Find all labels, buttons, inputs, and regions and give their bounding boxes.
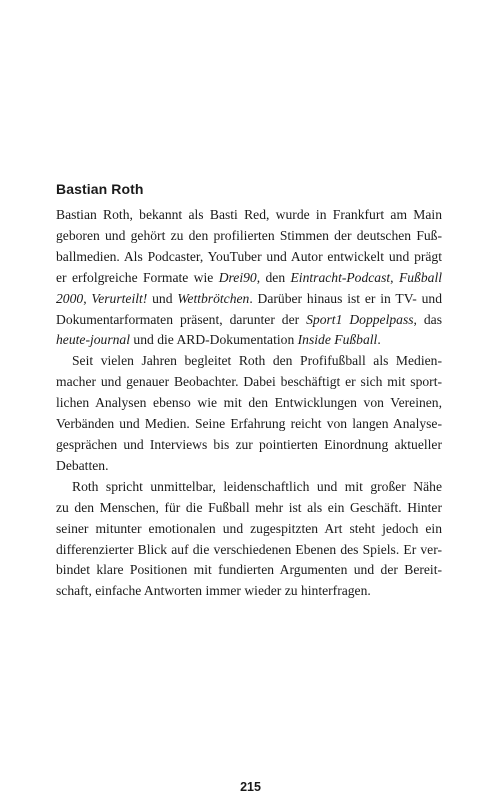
italic-title: Wettbrötchen [177, 290, 250, 306]
text-line: 2000, Verurteilt! und Wettbrötchen. Darüber hinaus ist er in TV- und [56, 290, 443, 306]
text-line: Seit vielen Jahren begleitet Roth den Profifußball als Medien- [72, 353, 442, 369]
section-heading: Bastian Roth [56, 181, 144, 197]
text-line: schaft, einfache Antworten immer wieder zu hinterfragen. [56, 583, 371, 599]
italic-title: Drei90 [218, 269, 257, 285]
italic-title: Eintracht-Podcast [290, 269, 391, 285]
biography-text [56, 205, 442, 602]
italic-title: heute-journal [56, 332, 130, 348]
italic-title: Sport1 Doppelpass [306, 311, 414, 327]
page-number: 215 [240, 780, 261, 794]
text-line: er erfolgreiche Formate wie Drei90, den Eintracht-Podcast, Fußball [56, 269, 442, 285]
italic-title: Inside Fußball [297, 332, 378, 348]
text-line: zu den Menschen, für die Fußball mehr ist als ein Geschäft. Hinter [56, 499, 442, 515]
text-line: Roth spricht unmittelbar, leidenschaftlich und mit großer Nähe [72, 478, 442, 494]
text-line: Dokumentarformaten präsent, darunter der Sport1 Doppelpass, das [56, 311, 443, 327]
italic-title: Fußball [398, 269, 442, 285]
text-line: macher und genauer Beobachter. Dabei beschäftigt er sich mit sport- [56, 374, 442, 390]
italic-title: 2000 [56, 290, 84, 306]
italic-title: Verurteilt! [91, 290, 148, 306]
text-line: gesprächen und Interviews bis zur pointierten Einordnung aktueller [56, 436, 442, 452]
text-line: lichen Analysen ebenso wie mit den Entwicklungen von Vereinen, [56, 395, 442, 411]
text-line: differenzierter Blick auf die verschiedenen Ebenen des Spiels. Er ver- [56, 541, 442, 557]
text-line: heute-journal und die ARD-Dokumentation Inside Fußball. [56, 332, 381, 348]
text-line: Verbänden und Medien. Seine Erfahrung reicht von langen Analyse- [56, 416, 442, 432]
text-line: bindet klare Positionen mit fundierten Argumenten und der Bereit- [56, 562, 442, 578]
text-line: ballmedien. Als Podcaster, YouTuber und Autor entwickelt und prägt [56, 248, 442, 264]
text-line: geboren und gehört zu den profilierten Stimmen der deutschen Fuß- [56, 227, 442, 243]
text-line: Bastian Roth, bekannt als Basti Red, wurde in Frankfurt am Main [56, 207, 442, 222]
text-line: seiner mitunter emotionalen und zugespitzten Art steht jedoch ein [56, 520, 442, 536]
text-line: Debatten. [56, 457, 109, 473]
